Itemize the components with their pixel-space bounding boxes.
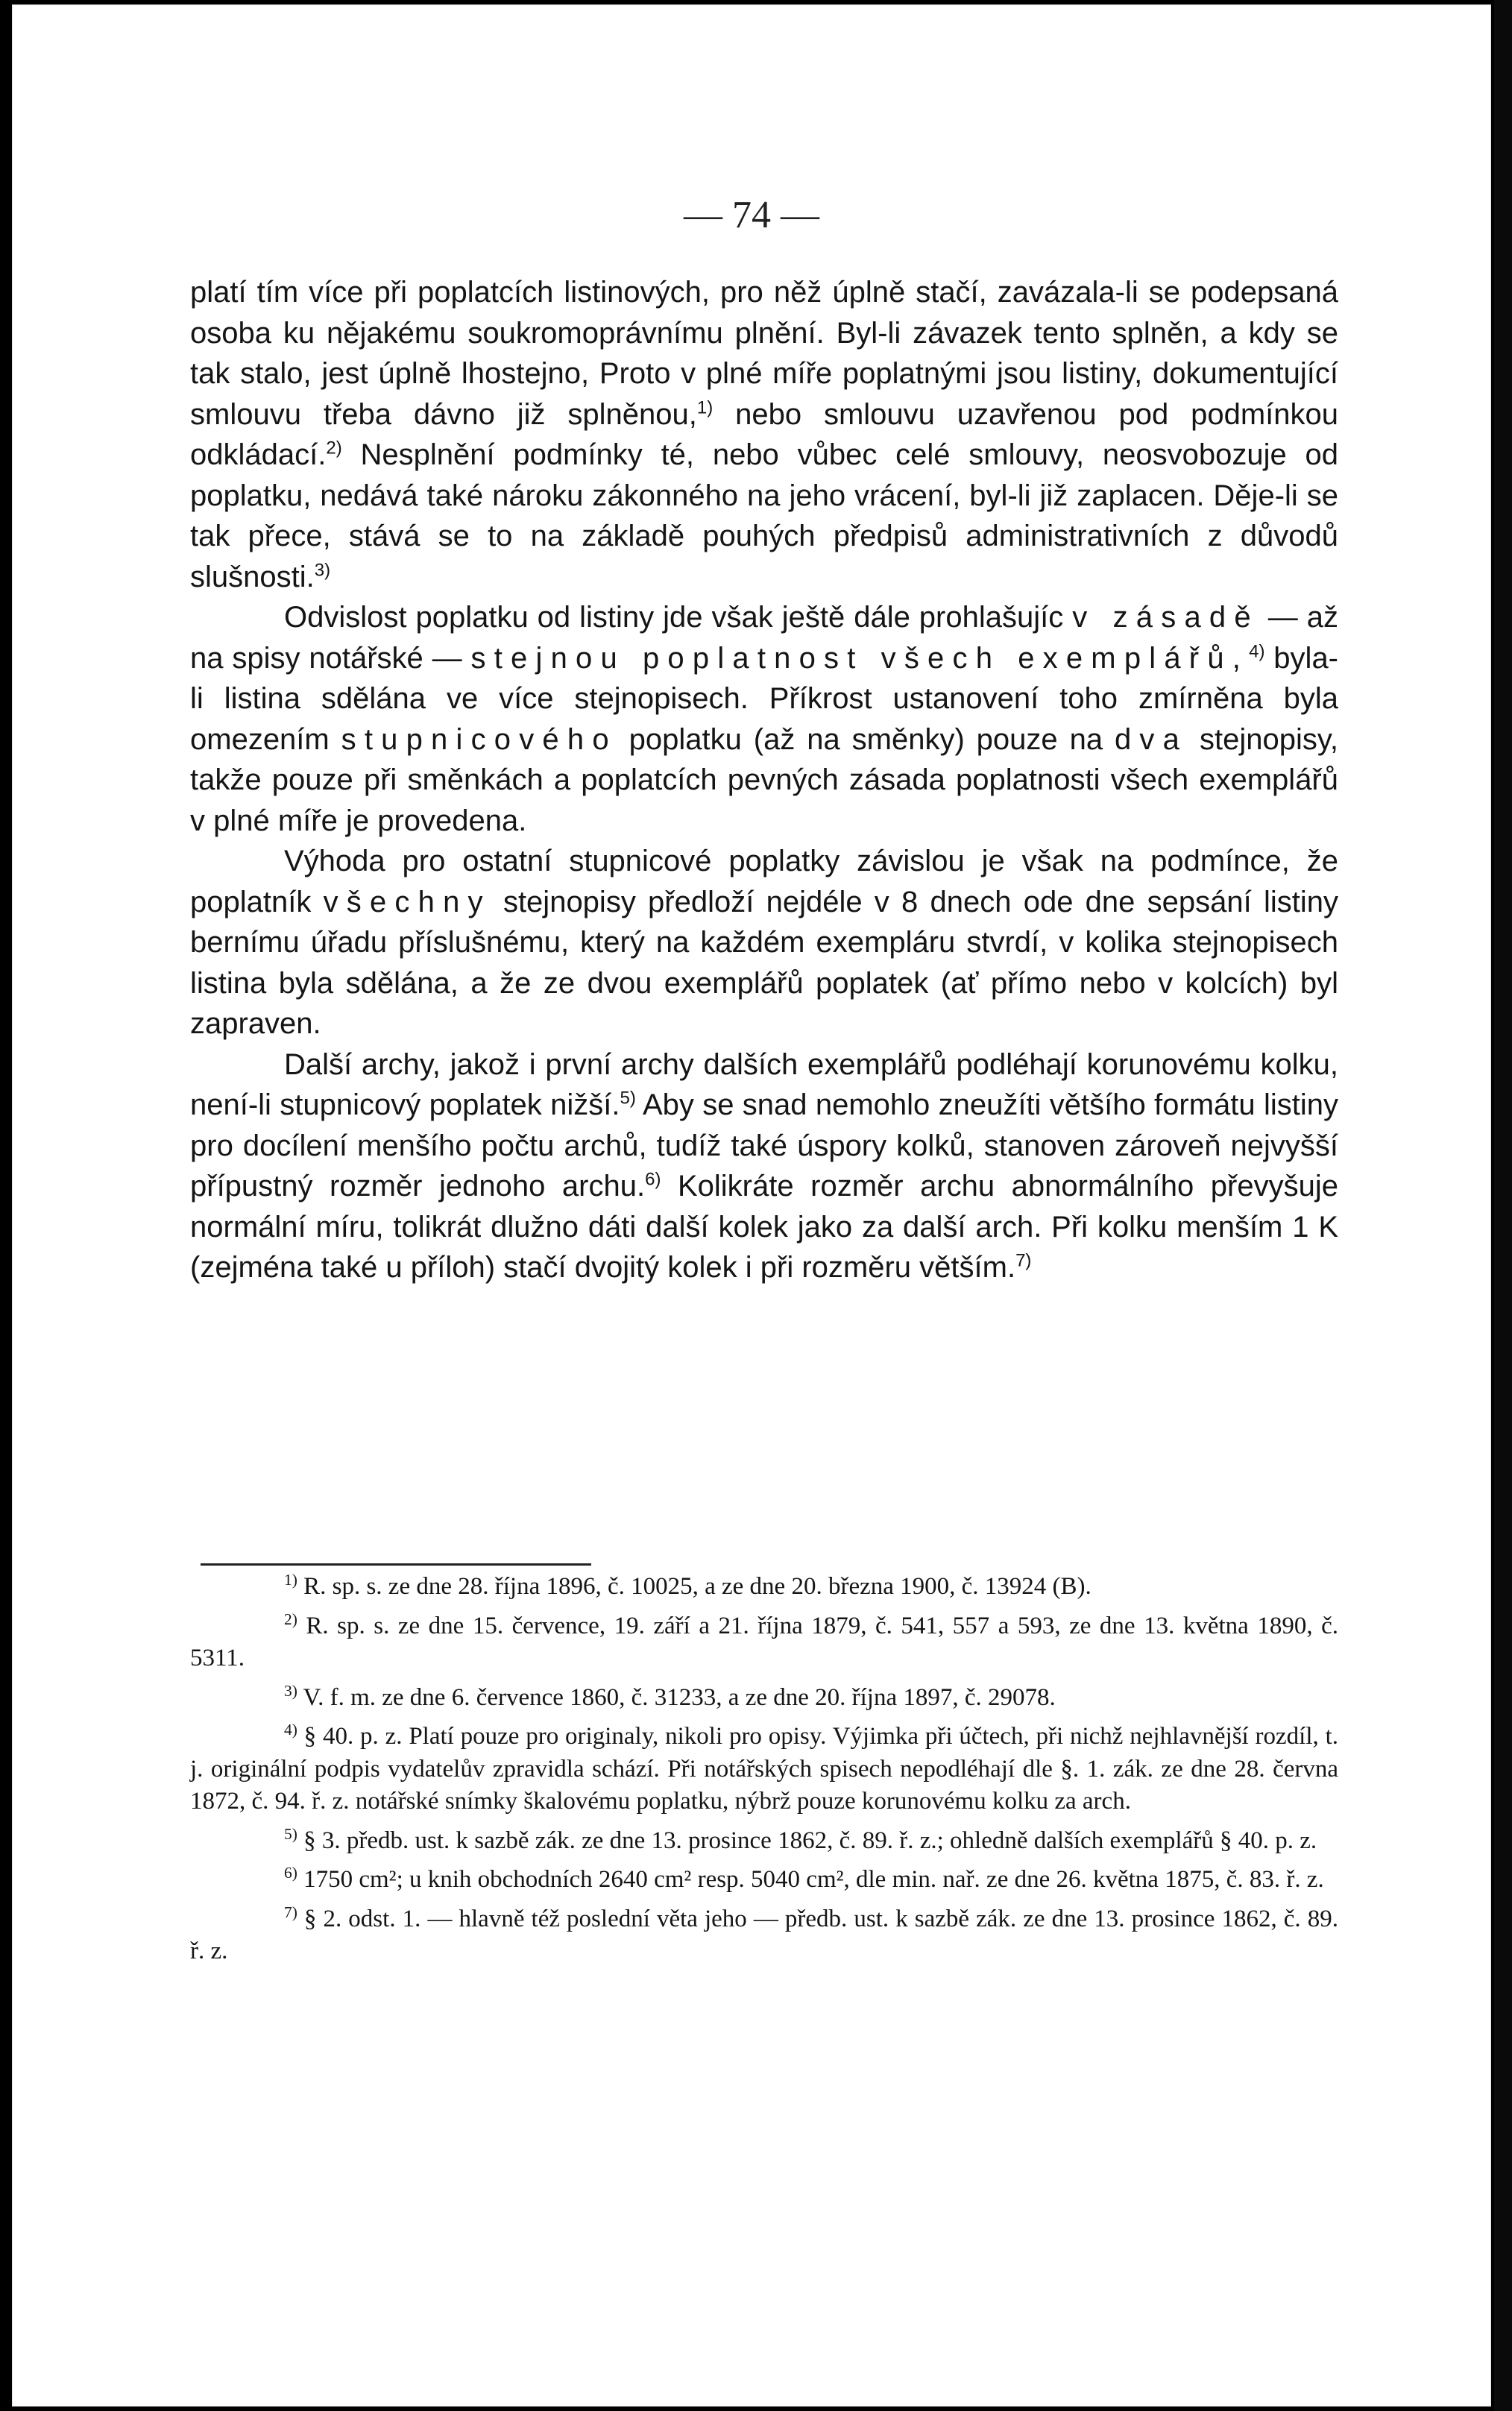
footnote-ref-1: 1) (696, 397, 714, 418)
footnotes (190, 1571, 1338, 1975)
footnote-mark: 7) (284, 1903, 297, 1921)
paragraph-2 (190, 597, 1338, 841)
text: platí tím více při poplatcích listinových, pro něž úplně stačí, zavázala-li se podepsaná osoba ku nějakému soukromoprávnímu plnění. Byl-li závazek tento splněn, a kdy se tak stalo, jest úplně lhostejno, Proto v plné míře poplatnými jsou listiny, dokumentující smlouvu třeba dávno již splněnou, (190, 276, 1338, 431)
footnote-ref-6: 6) (645, 1169, 661, 1190)
text: Další archy, jakož i první archy dalších exemplářů podléhají korunovému kolku, není-li stupnicový poplatek nižší. (190, 1047, 1338, 1121)
body-text (190, 272, 1338, 1288)
footnote-ref-4: 4) (1249, 641, 1265, 662)
spaced-text: v zásadě (1072, 601, 1259, 634)
text: byla-li listina sdělána ve více stejnopisech. Příkrost ustanovení toho zmírněna byla omezením (190, 641, 1339, 756)
paragraph-4 (190, 1044, 1338, 1288)
text: Aby se snad nemohlo zneužíti většího formátu listiny pro docílení menšího počtu archů, tudíž také úspory kolků, stanoven zároveň nejvyšší přípustný rozměr jednoho archu. (190, 1088, 1338, 1203)
page-number: — 74 — (684, 194, 819, 236)
text: — až na spisy notářské — (190, 601, 1338, 675)
spaced-text: stejnou poplatnost všech exemplářů, (470, 641, 1250, 675)
footnote-5 (190, 1825, 1338, 1858)
footnote-mark: 1) (284, 1571, 297, 1589)
text: nebo smlouvu uzavřenou pod podmínkou odkládací. (190, 397, 1338, 471)
footnote-text: 1750 cm²; u knih obchodních 2640 cm² resp. 5040 cm², dle min. nař. ze dne 26. května 1875, č. 83. ř. z. (297, 1866, 1324, 1893)
footnote-text: R. sp. s. ze dne 15. července, 19. září a 21. října 1879, č. 541, 557 a 593, ze dne 13. května 1890, č. 5311. (190, 1612, 1338, 1671)
text: poplatku (až na směnky) pouze na (617, 722, 1115, 756)
footnote-mark: 3) (284, 1681, 297, 1700)
footnote-2 (190, 1610, 1338, 1675)
text: Výhoda pro ostatní stupnicové poplatky závislou je však na podmínce, že poplatník (190, 845, 1338, 918)
footnote-ref-7: 7) (1015, 1250, 1032, 1271)
footnote-text: R. sp. s. ze dne 28. října 1896, č. 10025, a ze dne 20. března 1900, č. 13924 (B). (297, 1573, 1092, 1600)
text: Odvislost poplatku od listiny jde však ještě dále prohlašujíc (284, 601, 1073, 634)
footnote-text: § 40. p. z. Platí pouze pro originaly, nikoli pro opisy. Výjimka při účtech, při nichž nejhlavnější rozdíl, t. j. originální podpis vydatelův zpravidla schází. Při notářských spisech nepodléhají dle §. 1. zák. ze dne 28. června 1872, č. 94. ř. z. notářské snímky škalovému poplatku, nýbrž pouze korunovému kolku za arch. (190, 1723, 1338, 1815)
spaced-text: stupnicového (341, 722, 617, 756)
footnote-1 (190, 1571, 1338, 1604)
text: stejnopisy, takže pouze při směnkách a poplatcích pevných zásada poplatnosti všech exemplářů v plné míře je provedena. (190, 722, 1338, 837)
text: Nesplnění podmínky té, nebo vůbec celé smlouvy, neosvobozuje od poplatku, nedává také nároku zákonného na jeho vrácení, byl-li již zaplacen. Děje-li se tak přece, stává se to na základě pouhých předpisů administrativních z důvodů slušnosti. (190, 438, 1338, 593)
footnote-mark: 4) (284, 1721, 297, 1739)
footnote-text: § 2. odst. 1. — hlavně též poslední věta jeho — předb. ust. k sazbě zák. ze dne 13. prosince 1862, č. 89. ř. z. (190, 1905, 1338, 1964)
footnote-mark: 2) (284, 1610, 297, 1628)
spaced-text: dva (1114, 722, 1188, 756)
footnote-3 (190, 1682, 1338, 1715)
text: stejnopisy předloží nejdéle v 8 dnech ode dne sepsání listiny bernímu úřadu příslušnému, který na každém exempláru stvrdí, v kolika stejnopisech listina byla sdělána, a že ze dvou exemplářů poplatek (ať přímo nebo v kolcích) byl zapraven. (190, 885, 1338, 1040)
footnote-text: § 3. předb. ust. k sazbě zák. ze dne 13. prosince 1862, č. 89. ř. z.; ohledně dalších exemplářů § 40. p. z. (297, 1827, 1317, 1854)
footnote-mark: 5) (284, 1824, 297, 1843)
footnote-mark: 6) (284, 1864, 297, 1882)
footnote-7 (190, 1903, 1338, 1968)
footnote-6 (190, 1864, 1338, 1897)
footnote-ref-3: 3) (314, 560, 331, 581)
footnote-4 (190, 1721, 1338, 1818)
text: Kolikráte rozměr archu abnormálního převyšuje normální míru, tolikrát dlužno dáti další kolek jako za další arch. Při kolku menším 1 K (zejména také u příloh) stačí dvojitý kolek i při rozměru větším. (190, 1170, 1338, 1284)
spaced-text: všechny (323, 885, 491, 918)
scan-edge (1494, 0, 1512, 2411)
footnote-ref-2: 2) (326, 438, 342, 458)
paragraph-1 (190, 272, 1338, 597)
page-sheet (12, 4, 1491, 2407)
footnote-divider (201, 1563, 591, 1566)
footnote-text: V. f. m. ze dne 6. července 1860, č. 31233, a ze dne 20. října 1897, č. 29078. (297, 1683, 1056, 1711)
paragraph-3 (190, 841, 1338, 1044)
footnote-ref-5: 5) (620, 1088, 636, 1109)
